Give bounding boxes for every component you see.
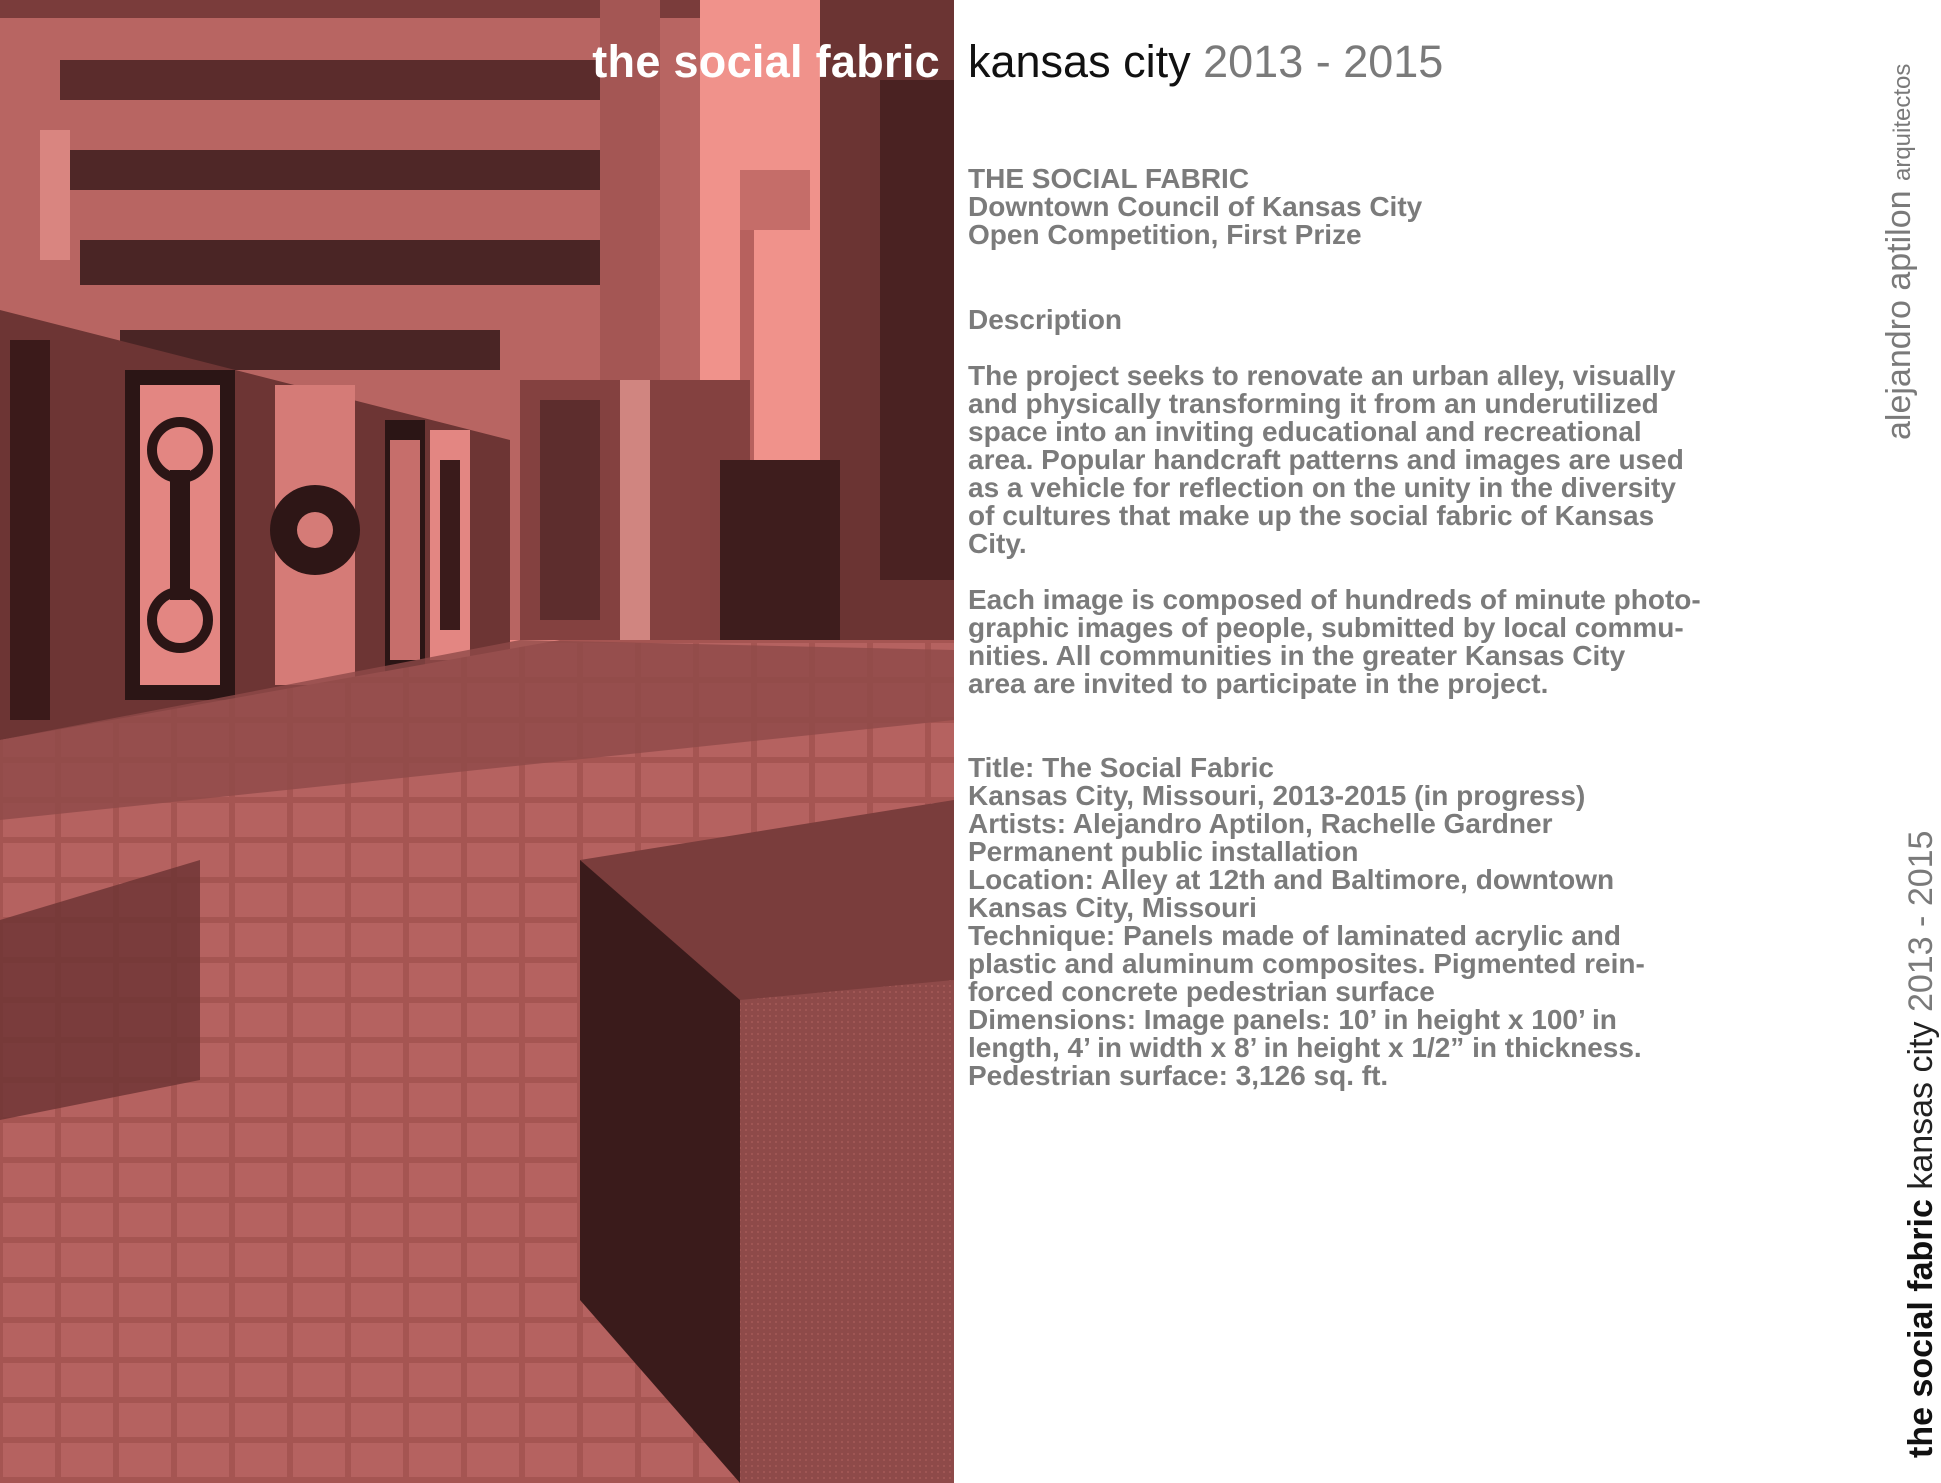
title-city: kansas city — [968, 36, 1191, 87]
description-paragraph-2 — [968, 586, 1701, 698]
paragraph-line: and physically transforming it from an underutilized — [968, 388, 1659, 419]
detail-line: Kansas City, Missouri — [968, 892, 1257, 923]
paragraph-line: Each image is composed of hundreds of minute photo- — [968, 584, 1701, 615]
project-name: the social fabric — [1902, 1199, 1940, 1458]
title-years: 2013 - 2015 — [1203, 36, 1444, 87]
intro-line: Downtown Council of Kansas City — [968, 191, 1423, 222]
firm-suffix: arquitectos — [1889, 63, 1916, 182]
paragraph-line: The project seeks to renovate an urban alley, visually — [968, 360, 1676, 391]
photo-title: the social fabric — [592, 36, 940, 87]
intro-line: Open Competition, First Prize — [968, 219, 1362, 250]
description-paragraph-1 — [968, 362, 1684, 558]
paragraph-line: graphic images of people, submitted by local commu- — [968, 612, 1684, 643]
firm-name: alejandro aptilon — [1880, 190, 1918, 440]
paragraph-line: area. Popular handcraft patterns and images are used — [968, 444, 1684, 475]
paragraph-line: City. — [968, 528, 1027, 559]
detail-line: Location: Alley at 12th and Baltimore, downtown — [968, 864, 1615, 895]
detail-line: Dimensions: Image panels: 10’ in height x 100’ in — [968, 1004, 1617, 1035]
paragraph-line: nities. All communities in the greater Kansas City — [968, 640, 1626, 671]
paragraph-line: area are invited to participate in the project. — [968, 668, 1549, 699]
project-city: kansas city — [1902, 1021, 1940, 1190]
detail-line: plastic and aluminum composites. Pigmented rein- — [968, 948, 1645, 979]
project-photo — [0, 0, 954, 1483]
project-years: 2013 - 2015 — [1902, 830, 1940, 1013]
detail-line: Permanent public installation — [968, 836, 1359, 867]
detail-line: Artists: Alejandro Aptilon, Rachelle Gardner — [968, 808, 1553, 839]
intro-line: THE SOCIAL FABRIC — [968, 163, 1250, 194]
paragraph-line: space into an inviting educational and recreational — [968, 416, 1642, 447]
detail-line: Kansas City, Missouri, 2013-2015 (in progress) — [968, 780, 1586, 811]
detail-line: Technique: Panels made of laminated acrylic and — [968, 920, 1622, 951]
detail-line: Title: The Social Fabric — [968, 752, 1275, 783]
project-label-vertical — [1902, 831, 1941, 1458]
paragraph-line: as a vehicle for reflection on the unity in the diversity — [968, 472, 1676, 503]
description-heading: Description — [968, 304, 1123, 335]
firm-name-vertical — [1880, 64, 1919, 440]
detail-line: forced concrete pedestrian surface — [968, 976, 1435, 1007]
intro-block — [968, 165, 1422, 249]
detail-line: Pedestrian surface: 3,126 sq. ft. — [968, 1060, 1389, 1091]
project-details — [968, 754, 1645, 1090]
page-title — [968, 36, 1443, 88]
paragraph-line: of cultures that make up the social fabric of Kansas — [968, 500, 1655, 531]
detail-line: length, 4’ in width x 8’ in height x 1/2” in thickness. — [968, 1032, 1642, 1063]
alley-rendering-image — [0, 0, 954, 1483]
